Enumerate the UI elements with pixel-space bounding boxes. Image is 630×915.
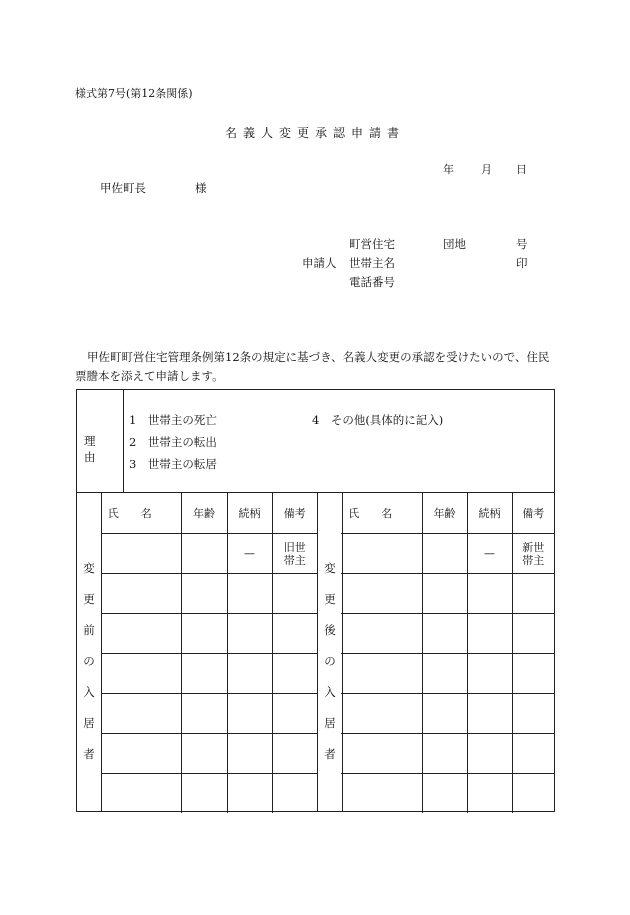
remarks-cell[interactable] xyxy=(512,654,554,694)
header-age: 年齢 xyxy=(422,493,467,534)
before-members-table xyxy=(101,493,317,813)
age-cell[interactable] xyxy=(422,734,467,774)
relation-cell[interactable] xyxy=(467,734,512,774)
age-cell[interactable] xyxy=(181,614,227,654)
remarks-cell[interactable] xyxy=(512,734,554,774)
age-cell[interactable] xyxy=(181,774,227,814)
name-cell[interactable] xyxy=(341,534,422,574)
age-cell[interactable] xyxy=(422,574,467,614)
age-cell[interactable] xyxy=(181,694,227,734)
table-row xyxy=(101,694,317,734)
remarks-cell[interactable] xyxy=(272,694,317,734)
table-row xyxy=(101,734,317,774)
table-row xyxy=(101,614,317,654)
remarks-cell[interactable] xyxy=(272,614,317,654)
name-cell[interactable] xyxy=(101,614,181,654)
relation-cell[interactable] xyxy=(467,614,512,654)
remarks-cell[interactable] xyxy=(272,774,317,814)
relation-cell[interactable] xyxy=(227,774,272,814)
name-cell[interactable] xyxy=(341,574,422,614)
addressee-honorific: 様 xyxy=(195,181,207,195)
name-cell[interactable] xyxy=(101,774,181,814)
relation-cell[interactable] xyxy=(227,654,272,694)
remarks-cell[interactable] xyxy=(512,774,554,814)
header-relation: 続柄 xyxy=(227,493,272,534)
table-header-row xyxy=(101,493,317,534)
side-char: 居 xyxy=(83,716,95,730)
header-relation: 続柄 xyxy=(467,493,512,534)
side-char: 変 xyxy=(324,561,336,575)
number-label: 号 xyxy=(516,237,528,251)
side-char: の xyxy=(324,654,336,668)
side-char: 更 xyxy=(324,592,336,606)
reason-option: 4 その他(具体的に記入) xyxy=(312,413,444,427)
name-cell[interactable] xyxy=(101,654,181,694)
age-cell[interactable] xyxy=(422,614,467,654)
danchi-label: 団地 xyxy=(443,237,466,251)
header-remarks: 備考 xyxy=(512,493,554,534)
table-row xyxy=(341,774,554,814)
table-row xyxy=(101,574,317,614)
side-char: 更 xyxy=(83,592,95,606)
applicant-role-label: 申請人 xyxy=(302,256,337,270)
age-cell[interactable] xyxy=(181,534,227,574)
reason-section xyxy=(76,389,555,492)
header-name: 氏名 xyxy=(348,506,415,520)
header-age: 年齢 xyxy=(181,493,227,534)
side-char: 者 xyxy=(83,747,95,761)
age-cell[interactable] xyxy=(422,654,467,694)
relation-cell[interactable] xyxy=(227,734,272,774)
housing-label: 町営住宅 xyxy=(349,237,395,251)
remarks-cell[interactable] xyxy=(512,614,554,654)
relation-cell[interactable] xyxy=(467,774,512,814)
name-cell[interactable] xyxy=(101,694,181,734)
relation-cell: — xyxy=(467,534,512,574)
reason-label-cell xyxy=(77,390,124,492)
remarks-cell[interactable] xyxy=(512,574,554,614)
side-char: 変 xyxy=(83,561,95,575)
name-cell[interactable] xyxy=(341,694,422,734)
relation-cell[interactable] xyxy=(227,574,272,614)
name-cell[interactable] xyxy=(101,574,181,614)
reason-option: 2 世帯主の転出 xyxy=(129,435,217,449)
header-name: 氏名 xyxy=(107,506,174,520)
table-row xyxy=(341,574,554,614)
addressee-office: 甲佐町長 xyxy=(100,181,146,195)
table-row xyxy=(341,534,554,574)
reason-label: 理由 xyxy=(84,434,110,464)
phone-label: 電話番号 xyxy=(349,275,395,289)
form-number: 様式第7号(第12条関係) xyxy=(75,87,193,100)
table-row xyxy=(341,694,554,734)
table-header-row xyxy=(341,493,554,534)
remarks-cell[interactable] xyxy=(272,654,317,694)
table-row xyxy=(101,534,317,574)
name-cell[interactable] xyxy=(341,734,422,774)
side-char: 入 xyxy=(324,685,336,699)
side-char: の xyxy=(83,654,95,668)
age-cell[interactable] xyxy=(181,574,227,614)
reason-option: 3 世帯主の転居 xyxy=(129,457,217,471)
relation-cell[interactable] xyxy=(227,614,272,654)
table-row xyxy=(341,614,554,654)
remarks-cell[interactable] xyxy=(272,574,317,614)
side-char: 前 xyxy=(83,623,95,637)
seal-label: 印 xyxy=(516,256,528,270)
remarks-cell: 新世 帯主 xyxy=(512,534,554,574)
age-cell[interactable] xyxy=(422,694,467,734)
relation-cell: — xyxy=(227,534,272,574)
name-cell[interactable] xyxy=(341,774,422,814)
after-members-table xyxy=(341,493,554,813)
application-statement: 甲佐町町営住宅管理条例第12条の規定に基づき、名義人変更の承認を受けたいので、住民票謄本を添えて申請します。 xyxy=(75,350,550,383)
relation-cell[interactable] xyxy=(467,694,512,734)
date-year-label: 年 xyxy=(443,163,454,176)
name-cell[interactable] xyxy=(101,734,181,774)
householder-label: 世帯主名 xyxy=(349,256,395,270)
date-month-label: 月 xyxy=(481,163,492,176)
after-side-label xyxy=(317,493,343,811)
side-char: 居 xyxy=(324,716,336,730)
side-char: 後 xyxy=(324,623,336,637)
table-row xyxy=(101,654,317,694)
name-cell[interactable] xyxy=(341,654,422,694)
header-remarks: 備考 xyxy=(272,493,317,534)
members-section xyxy=(76,492,555,812)
relation-cell[interactable] xyxy=(227,694,272,734)
name-cell[interactable] xyxy=(101,534,181,574)
before-side-label xyxy=(77,493,102,811)
age-cell[interactable] xyxy=(181,734,227,774)
table-row xyxy=(341,654,554,694)
remarks-cell[interactable] xyxy=(272,734,317,774)
document-title: 名義人変更承認申請書 xyxy=(224,126,405,140)
table-row xyxy=(101,774,317,814)
relation-cell[interactable] xyxy=(467,574,512,614)
remarks-cell[interactable] xyxy=(512,694,554,734)
relation-cell[interactable] xyxy=(467,654,512,694)
age-cell[interactable] xyxy=(422,534,467,574)
name-cell[interactable] xyxy=(341,614,422,654)
side-char: 入 xyxy=(83,685,95,699)
reason-option: 1 世帯主の死亡 xyxy=(129,413,217,427)
date-day-label: 日 xyxy=(516,163,527,176)
age-cell[interactable] xyxy=(181,654,227,694)
side-char: 者 xyxy=(324,747,336,761)
table-row xyxy=(341,734,554,774)
remarks-cell: 旧世 帯主 xyxy=(272,534,317,574)
age-cell[interactable] xyxy=(422,774,467,814)
